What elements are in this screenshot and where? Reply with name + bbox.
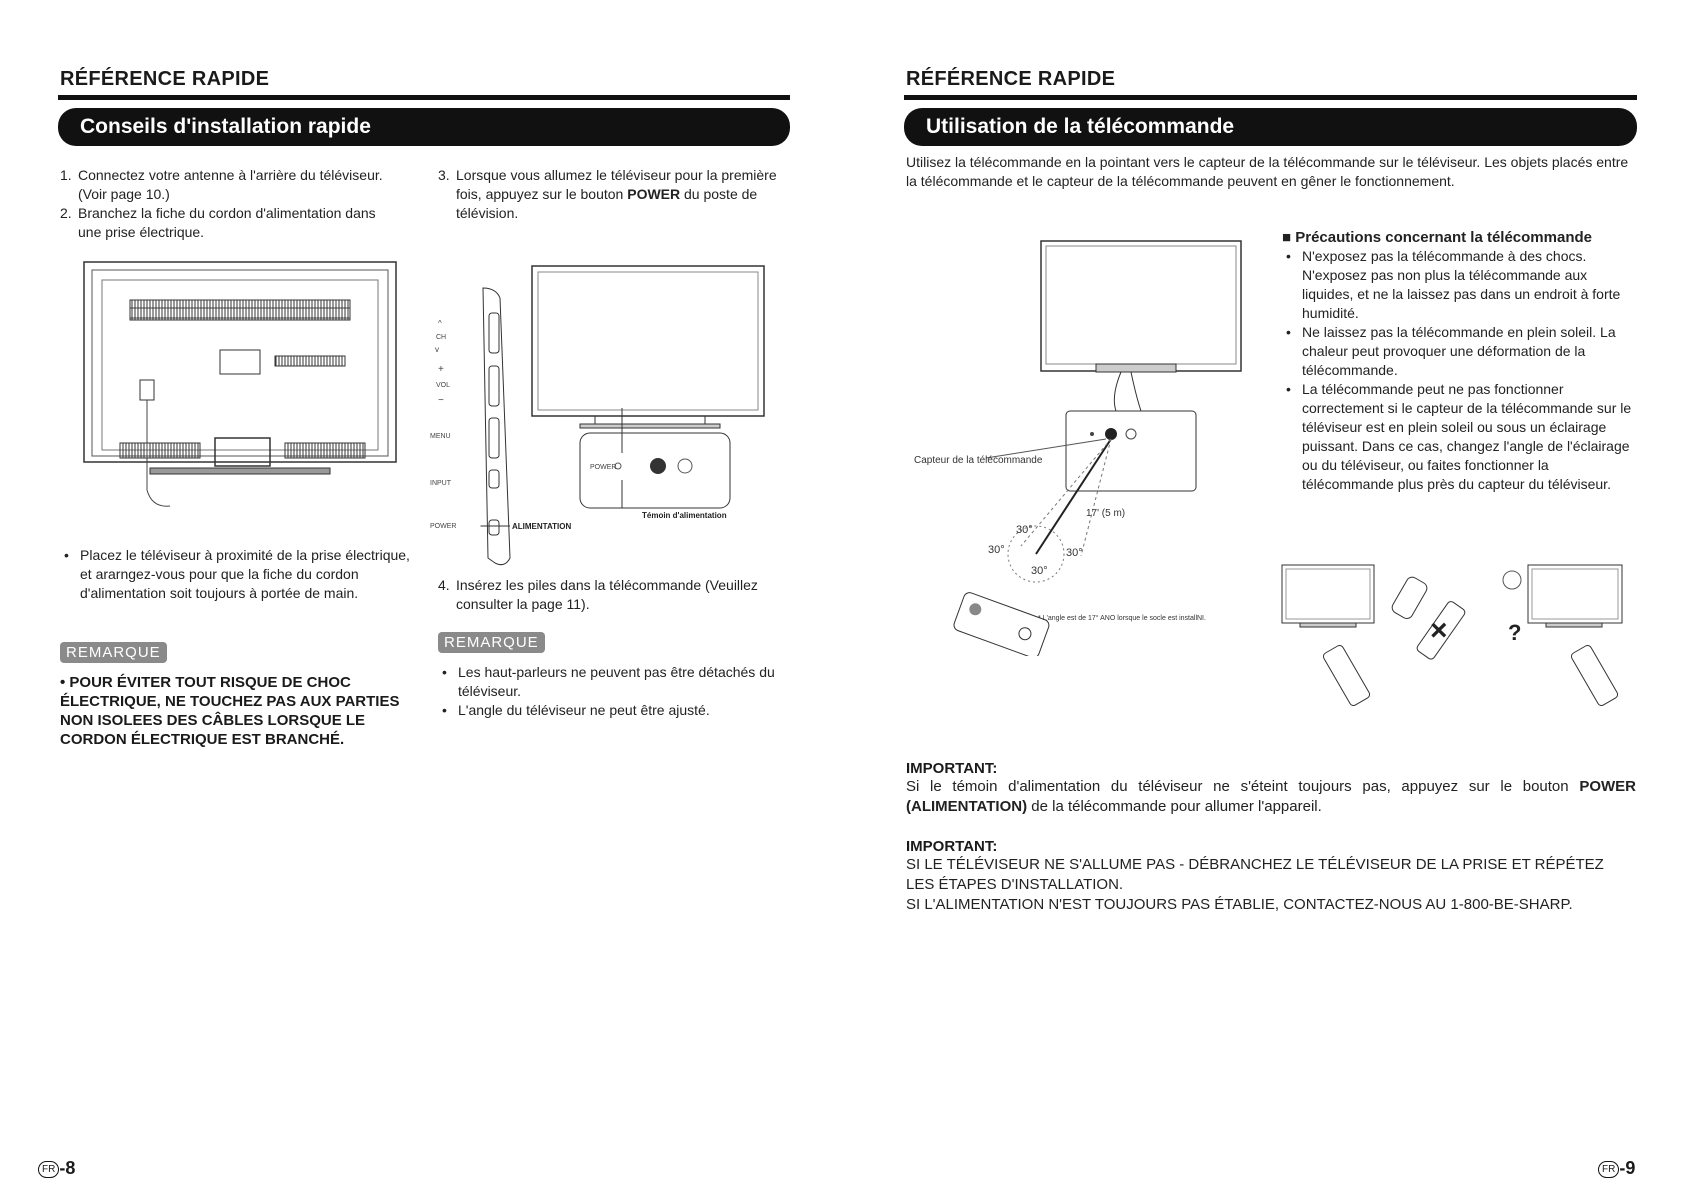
left-banner: Conseils d'installation rapide <box>58 108 790 146</box>
sensor-diagram <box>906 236 1246 656</box>
right-title-rule <box>904 95 1637 100</box>
remarque-badge-1 <box>60 642 167 663</box>
placement-text: • Placez le téléviseur à proximité de la prise électrique, et ararngez-vous pour que la fiche du cordon d'alimentation soit toujours à portée de main. <box>60 546 410 603</box>
left-title-rule <box>58 95 790 100</box>
svg-text:×: × <box>1430 614 1448 647</box>
temoin-label: Témoin d'alimentation <box>642 511 727 520</box>
svg-text:v: v <box>435 345 439 354</box>
side-button-menu: MENU <box>430 433 451 440</box>
panel-power-label: POWER <box>590 464 617 471</box>
side-button-ch: CH <box>436 334 447 341</box>
intro-text: Utilisez la télécommande en la pointant vers le capteur de la télécommande sur le téléviseur. Les objets placés entre la télécommande et le capteur de la télécommande peuvent en gêner le fonctionnement. <box>906 154 1629 189</box>
left-footer <box>38 1158 75 1179</box>
precaution-item: • N'exposez pas la télécommande à des chocs. N'exposez pas non plus la télécommande aux liquides, et ne la laissez pas dans un endroit à forte humidité. <box>1282 247 1637 323</box>
fr-badge-right: FR <box>1598 1161 1619 1178</box>
step-2-num: 2. <box>60 205 72 221</box>
step-2 <box>60 204 400 242</box>
angle-label-top: 30° <box>1016 524 1033 536</box>
svg-text:^: ^ <box>438 319 442 328</box>
remarque-label-2: REMARQUE <box>438 632 545 653</box>
side-button-power: POWER <box>430 523 457 530</box>
step-3 <box>438 166 788 223</box>
left-section-title: RÉFÉRENCE RAPIDE <box>60 68 270 90</box>
side-button-vol: VOL <box>436 382 451 389</box>
alimentation-label: ALIMENTATION <box>512 522 572 531</box>
important-2-line: SI LE TÉLÉVISEUR NE S'ALLUME PAS - DÉBRANCHEZ LE TÉLÉVISEUR DE LA PRISE ET RÉPÉTEZ LES ÉTAPES D'INSTALLATION. <box>906 856 1604 893</box>
important-2 <box>906 838 1636 915</box>
right-page-number: -9 <box>1619 1158 1636 1178</box>
remarque-badge-2 <box>438 632 545 653</box>
angle-label-bottom: 30° <box>1031 565 1048 577</box>
precautions-title: ■ Précautions concernant la télécommande <box>1282 229 1592 246</box>
important-2-line: SI L'ALIMENTATION N'EST TOUJOURS PAS ÉTABLIE, CONTACTEZ-NOUS AU 1-800-BE-SHARP. <box>906 896 1573 913</box>
step-4 <box>438 576 778 614</box>
right-banner: Utilisation de la télécommande <box>904 108 1637 146</box>
step-3-num: 3. <box>438 167 450 183</box>
right-footer <box>1598 1158 1635 1179</box>
important-1-text: Si le témoin d'alimentation du téléviseur ne s'éteint toujours pas, appuyez sur le bouton <box>906 778 1580 795</box>
precaution-item: • La télécommande peut ne pas fonctionner correctement si le capteur de la télécommande sur le téléviseur est en plein soleil ou sous un éclairage puissant. Dans ce cas, changez l'angle de l'éclairage ou du téléviseur, ou faites fonctionner la télécommande plus près du capteur du téléviseur. <box>1282 380 1637 494</box>
step-3-power: POWER <box>627 186 681 202</box>
important-2-title: IMPORTANT: <box>906 838 998 855</box>
step-1 <box>60 166 400 204</box>
angle-note: * L'angle est de 17° ANO lorsque le socle est installNI. <box>1038 615 1206 622</box>
step-3-tail: du poste de télévision. <box>456 186 758 221</box>
step-1-num: 1. <box>60 167 72 183</box>
side-button-input: INPUT <box>430 480 451 487</box>
step-2-text: Branchez la fiche du cordon d'alimentation dans une prise électrique. <box>78 205 376 240</box>
important-1-title: IMPORTANT: <box>906 760 998 777</box>
remarque-2-item: • Les haut-parleurs ne peuvent pas être détachés du téléviseur. <box>438 663 788 701</box>
step-3-text: Lorsque vous allumez le téléviseur pour la première fois, appuyez sur le bouton <box>456 167 777 202</box>
step-1-text: Connectez votre antenne à l'arrière du téléviseur. (Voir page 10.) <box>78 167 383 202</box>
remarque-label-1: REMARQUE <box>60 642 167 663</box>
left-page-number: -8 <box>59 1158 76 1178</box>
remarque-2-list <box>438 663 788 720</box>
svg-text:?: ? <box>1508 620 1522 645</box>
electric-warning: • POUR ÉVITER TOUT RISQUE DE CHOC ÉLECTRIQUE, NE TOUCHEZ PAS AUX PARTIES NON ISOLEES DES CÂBLES LORSQUE LE CORDON ÉLECTRIQUE EST BRANCHÉ. <box>60 674 400 748</box>
fr-badge-left: FR <box>38 1161 59 1178</box>
angle-label-right: 30° <box>1066 547 1083 559</box>
precaution-item: • Ne laissez pas la télécommande en plein soleil. La chaleur peut provoquer une déformation de la télécommande. <box>1282 323 1637 380</box>
capteur-label: Capteur de la télécommande <box>914 455 1043 466</box>
right-section-title: RÉFÉRENCE RAPIDE <box>906 68 1116 90</box>
svg-text:−: − <box>438 395 444 406</box>
tv-back-illustration <box>80 258 400 528</box>
important-1-power: POWER (ALIMENTATION) <box>906 778 1636 815</box>
step-4-text: Insérez les piles dans la télécommande (Veuillez consulter la page 11). <box>456 577 758 612</box>
precautions-block <box>1282 228 1637 494</box>
placement-bullet <box>60 546 410 603</box>
svg-text:+: + <box>438 364 444 375</box>
important-1-tail: de la télécommande pour allumer l'appareil. <box>1027 798 1322 815</box>
steps-col1 <box>60 166 400 242</box>
tv-front-illustration <box>400 258 780 568</box>
distance-label: 17' (5 m) <box>1086 508 1126 519</box>
remarque-2-item: • L'angle du téléviseur ne peut être ajusté. <box>438 701 788 720</box>
step-4-num: 4. <box>438 577 450 593</box>
precaution-illustrations <box>1280 560 1640 710</box>
angle-label-left: 30° <box>988 544 1005 556</box>
important-1 <box>906 760 1636 817</box>
